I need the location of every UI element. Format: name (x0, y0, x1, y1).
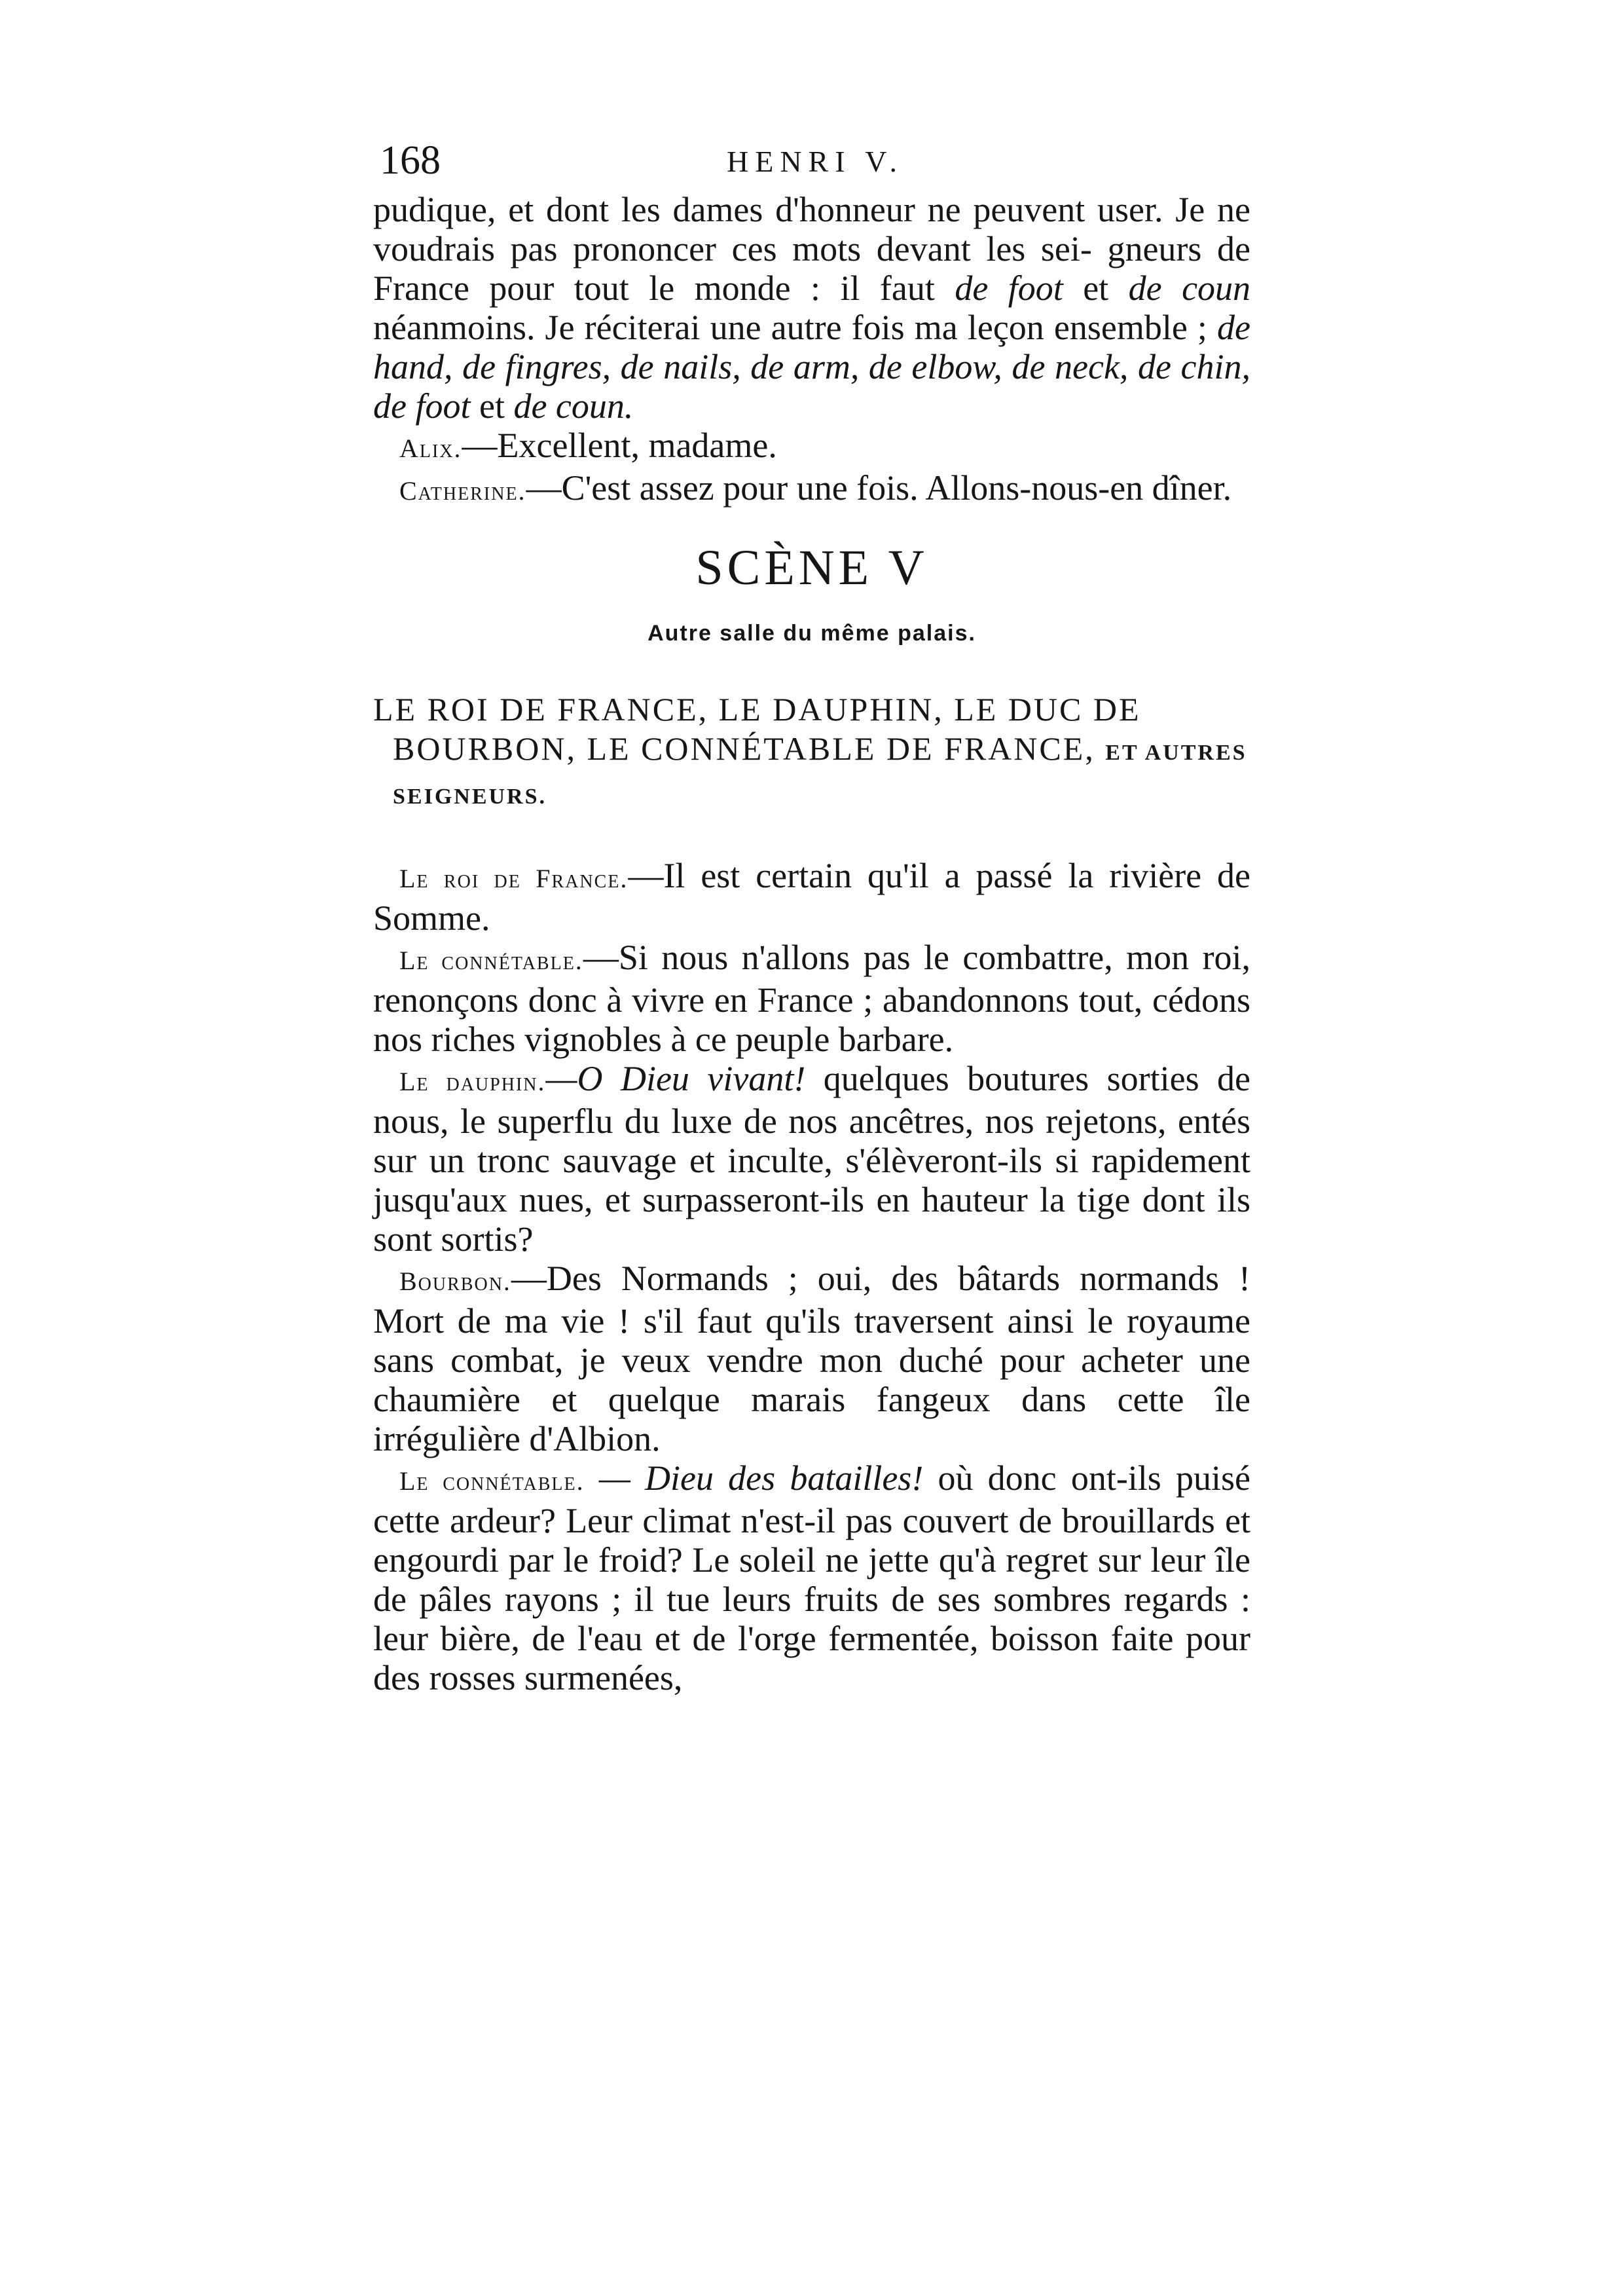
speech-text: —Il est certain qu'il a passé la rivière de Somme. (373, 856, 1251, 938)
speaker-roi-de-france: Le roi de France. (399, 864, 629, 893)
speech-bourbon (373, 1259, 1250, 1458)
speech-text-catherine: —C'est assez pour une fois. Allons-nous-en dîner. (526, 468, 1232, 508)
intro-paragraph (373, 190, 1250, 426)
page-number: 168 (380, 138, 441, 183)
speech-text-alix: —Excellent, madame. (462, 426, 777, 465)
speaker-alix: Alix. (399, 434, 462, 463)
book-page (373, 131, 1250, 1697)
speech-text: où donc ont-ils puisé cette ardeur? Leur climat n'est-il pas couvert de brouillards et engourdi par le froid? Le soleil ne jette qu'à regret sur leur île de pâles rayons ; il tue leurs fruits de ses sombres regards : leur bière, de l'eau et de l'orge fermentée, boisson faite pour des rosses surmenées, (373, 1458, 1250, 1697)
characters-main: LE ROI DE FRANCE, LE DAUPHIN, LE DUC DE BOURBON, LE CONNÉTABLE DE FRANCE, (373, 691, 1141, 767)
intro-line-1: pudique, et dont les dames d'honneur ne peuvent user. (373, 190, 1163, 229)
running-title: HENRI V. (727, 145, 903, 178)
intro-line-4: néanmoins. Je réciterai une autre fois ma leçon ensemble ; (373, 308, 1207, 347)
speech-catherine (373, 468, 1250, 511)
conjunction-et: et (1083, 268, 1109, 308)
speaker-bourbon: Bourbon. (399, 1267, 511, 1296)
speaker-connetable: Le connétable. (399, 1466, 585, 1496)
intro-line-3: gneurs de France pour tout le monde : il faut (373, 229, 1250, 308)
characters-small: ET AUTRES SEIGNEURS. (393, 741, 1247, 809)
speaker-connetable: Le connétable. (399, 946, 583, 975)
speaker-dauphin: Le dauphin. (399, 1067, 546, 1096)
word-de-coun: de coun (1128, 268, 1251, 308)
speaker-catherine: Catherine. (399, 476, 526, 506)
body-parts-list: de hand, de fingres, de nails, de arm, de elbow, de neck, de chin, de foot (373, 308, 1250, 426)
conjunction-et-2: et (479, 386, 505, 426)
speech-exclamation: —O Dieu vivant! (545, 1059, 806, 1098)
running-head (373, 131, 1250, 190)
scene-heading: SCÈNE V (695, 540, 928, 595)
speech-dauphin (373, 1059, 1250, 1259)
speech-connetable-2 (373, 1458, 1250, 1697)
speech-text: quelques boutures sorties de nous, le superflu du luxe de nos ancêtres, nos rejetons, entés sur un tronc sauvage et inculte, s'élèveront-ils si rapidement jusqu'aux nues, et surpasseront-ils en hauteur la tige dont ils sont sortis? (373, 1059, 1250, 1259)
word-de-foot: de foot (955, 268, 1063, 308)
speech-connetable-1 (373, 938, 1250, 1059)
intro-line-2: Je ne voudrais pas prononcer ces mots devant les sei- (373, 190, 1251, 268)
speech-roi-de-france (373, 856, 1250, 938)
speech-exclamation: — Dieu des batailles! (598, 1458, 924, 1498)
speech-alix (373, 426, 1250, 468)
speech-text: —Des Normands ; oui, des bâtards normands ! Mort de ma vie ! s'il faut qu'ils traversent ainsi le royaume sans combat, je veux vendre mon duché pour acheter une chaumière et quelque marais fangeux dans cette île irrégulière d'Albion. (373, 1259, 1250, 1458)
scene-setting: Autre salle du même palais. (647, 621, 976, 646)
word-de-coun-2: de coun. (513, 386, 634, 426)
speech-text: —Si nous n'allons pas le combattre, mon roi, renonçons donc à vivre en France ; abandonnons tout, cédons nos riches vignobles à ce peuple barbare. (373, 938, 1250, 1059)
dramatis-personae (373, 690, 1250, 817)
